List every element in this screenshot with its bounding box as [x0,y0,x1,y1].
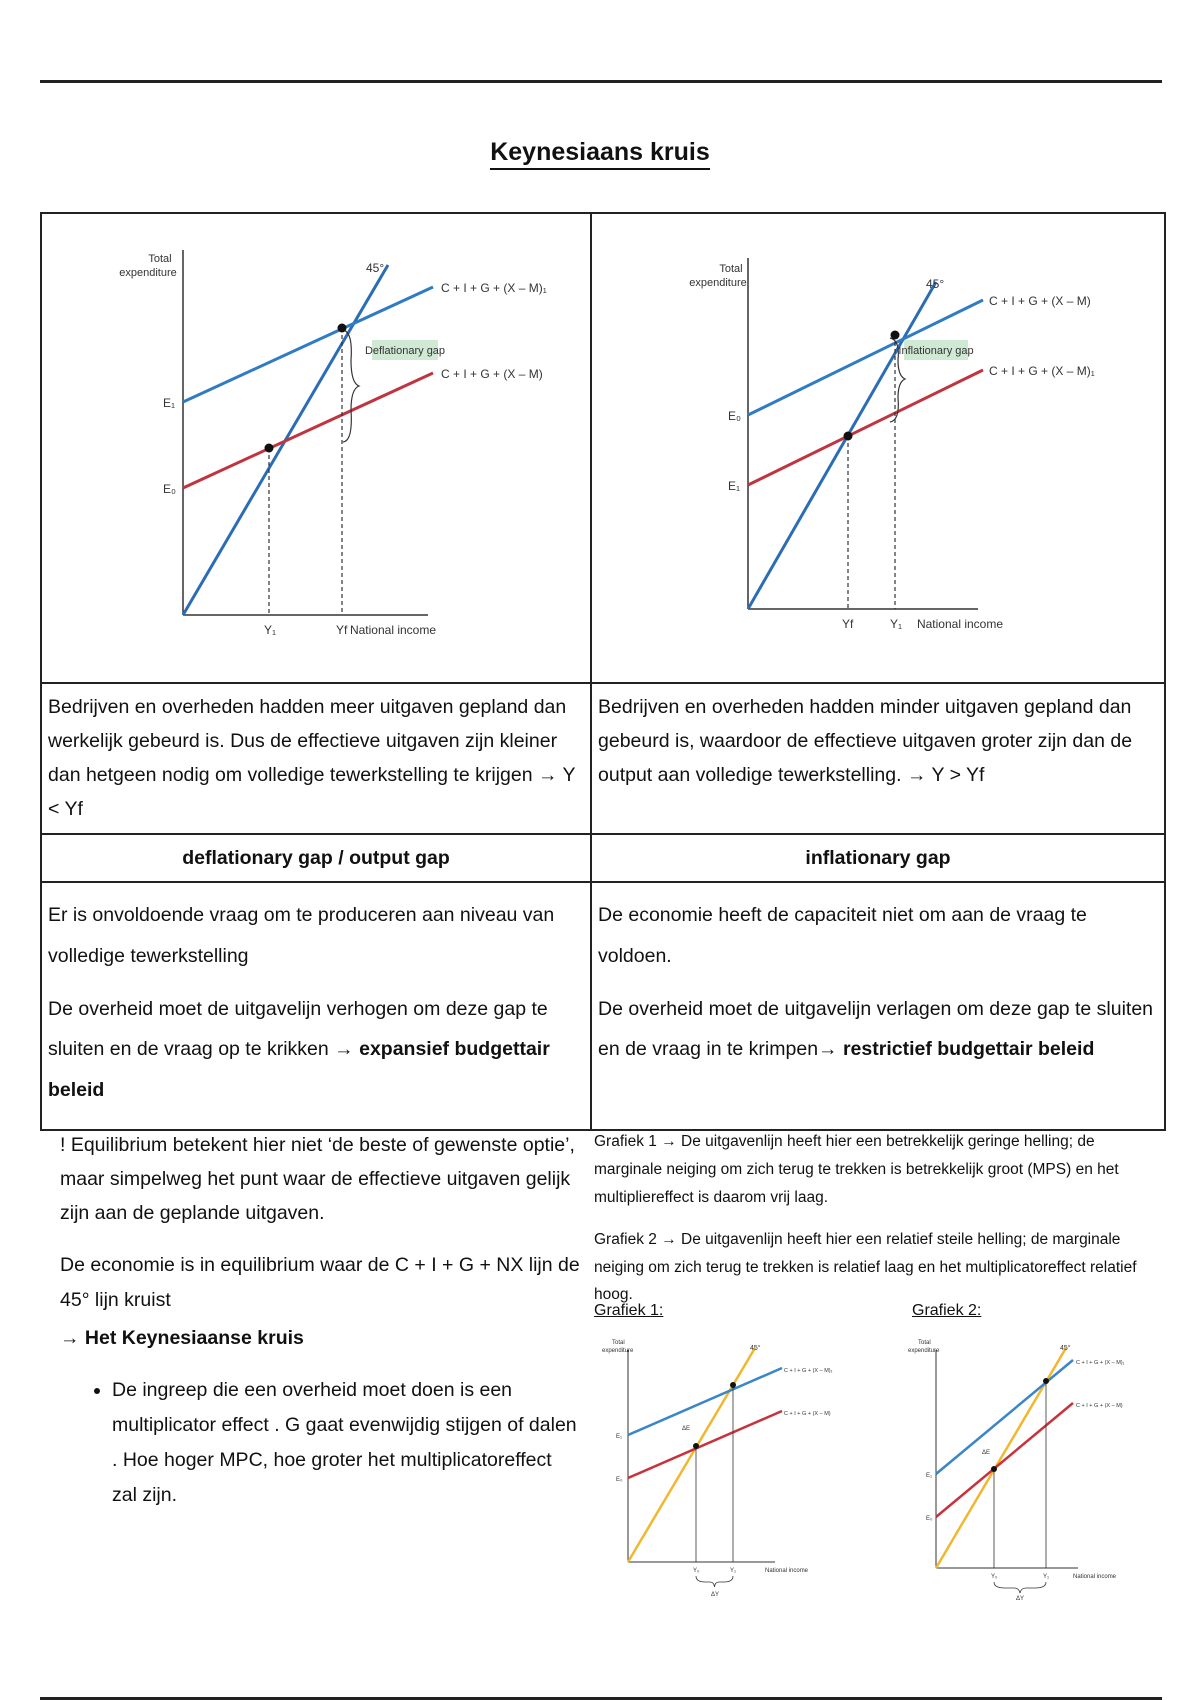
upper-line-label: C + I + G + (X – M) [989,294,1091,308]
equilibrium-point-lower [844,432,853,441]
delta-y: ΔY [1016,1596,1025,1602]
upper-line-label: C + I + G + (X – M)₁ [784,1368,833,1374]
upper-line [628,1368,782,1435]
policy-inflationary: De economie heeft de capaciteit niet om aan de vraag te voldoen. De overheid moet de uitgavelijn verlagen om deze gap te sluiten en de vraag in te krimpen→ restrictief budgettair beleid [591,882,1165,1131]
keynes-cross-link-text: → Het Keynesiaanse kruis [60,1326,304,1349]
e-lower-label: E₀ [163,482,176,496]
x-tick-y1: Y₁ [264,623,277,637]
delta-e: ΔE [682,1426,691,1432]
line-45-label: 45° [750,1345,761,1352]
e-upper: E₁ [926,1473,933,1479]
grafiek1-label: Grafiek 1: [594,1302,664,1319]
equilibrium-point-upper [338,324,347,333]
y-label-1: Total [918,1340,931,1346]
grafiek1-graph [590,1330,833,1600]
line-45-label: 45° [366,261,385,275]
desc-deflationary: Bedrijven en overheden hadden meer uitgaven gepland dan werkelijk gebeurd is. Dus de effectieve uitgaven zijn kleiner dan hetgeen nodig om volledige tewerkstelling te krijgen → Y < Yf [41,683,591,834]
line-45-label: 45° [1060,1345,1071,1352]
lower-expenditure-line [748,370,983,485]
lower-line-label: C + I + G + (X – M) [784,1411,831,1417]
e-lower-label: E₁ [728,479,741,493]
line-45 [628,1348,755,1562]
equilibrium-point-upper [891,331,900,340]
bullet-list [60,1373,580,1513]
delta-e: ΔE [982,1450,991,1456]
x-axis-label: National income [916,617,1004,631]
eq-point-lower [693,1443,699,1449]
delta-y: ΔY [711,1592,720,1598]
delta-y-brace [696,1576,733,1587]
line-45 [748,282,936,609]
x-label: National income [765,1568,809,1574]
y-axis-label-1: Total [719,263,743,275]
page-title: Keynesiaans kruis [0,138,1200,167]
policy-deflationary: Er is onvoldoende vraag om te produceren aan niveau van volledige tewerkstelling De overheid moet de uitgavelijn verhogen om deze gap te sluiten en de vraag op te krikken → expansief budgettair beleid [41,882,591,1131]
x-tick-yf: Yf [336,623,348,637]
gap-label: Deflationary gap [364,345,446,357]
upper-line-label: C + I + G + (X – M)₁ [441,281,547,295]
head-inflationary: inflationary gap [591,834,1165,882]
y-axis-label-1: Total [148,253,172,265]
y-label-2: expenditure [602,1348,634,1354]
desc-inflationary: Bedrijven en overheden hadden minder uitgaven gepland dan gebeurd is, waardoor de effectieve uitgaven groter zijn dan de output aan volledige tewerkstelling. → Y > Yf [591,683,1165,834]
gap-brace [343,330,359,442]
list-item: • De ingreep die een overheid moet doen is een multiplicator effect . G gaat evenwijdig stijgen of dalen . Hoe hoger MPC, hoe groter het multiplicatoreffect zal zijn. [112,1373,580,1513]
y-label-1: Total [612,1340,625,1346]
y-axis-label-2: expenditure [119,267,177,279]
delta-y-brace [994,1582,1046,1593]
lower-line-label: C + I + G + (X – M) [441,367,543,381]
gap-label: Inflationary gap [898,345,974,357]
grafiek-explanations: Grafiek 1 → De uitgavenlijn heeft hier een betrekkelijk geringe helling; de marginale neiging om zich terug te trekken is betrekkelijk groot (MPS) en het multipliereffect is daarom vrij laag. Grafiek 2 → De uitgavenlijn heeft hier een relatief steile helling; de marginale neiging om zich terug te trekken is relatief laag en het multiplicatoreffect relatief hoog. [594,1133,1137,1304]
x-axis-label: National income [349,623,437,637]
tick-y0: Y₀ [693,1568,700,1574]
graph-inflationary-cell [591,213,1165,683]
lower-line [628,1411,782,1478]
lower-line [936,1403,1073,1517]
equilibrium-note: ! Equilibrium betekent hier niet ‘de beste of gewenste optie’, maar simpelweg het punt waar de effectieve uitgaven gelijk zijn aan de geplande uitgaven. De economie is in equilibrium waar de C + I + G + NX lijn de 45° lijn kruist → Het Keynesiaanse kruis • De ingreep die een overheid moet doen is een multiplicator effect . G gaat evenwijdig stijgen of dalen . Hoe hoger MPC, hoe groter het multiplicatoreffect zal zijn. [60,1128,580,1513]
x-label: National income [1073,1574,1117,1580]
lower-expenditure-line [183,373,433,488]
graph-deflationary-cell [41,213,591,683]
x-tick-yf: Yf [842,617,854,631]
tick-y1: Y₁ [1043,1574,1050,1580]
tick-y0: Y₀ [991,1574,998,1580]
head-deflationary: deflationary gap / output gap [41,834,591,882]
eq-point-upper [1043,1378,1049,1384]
y-label-2: expenditure [908,1348,940,1354]
e-upper-label: E₁ [163,396,176,410]
lower-line-label: C + I + G + (X – M) [1076,1403,1123,1409]
e-lower: E₀ [616,1477,623,1483]
line-45-label: 45° [926,277,945,291]
grafiek2-label: Grafiek 2: [912,1302,982,1319]
e-upper: E₁ [616,1434,623,1440]
e-lower: E₀ [926,1516,933,1522]
y-axis-label-2: expenditure [689,277,747,289]
deflationary-gap-graph [48,220,596,676]
eq-point-lower [991,1466,997,1472]
tick-y1: Y₁ [730,1568,737,1574]
equilibrium-point-lower [265,444,274,453]
eq-point-upper [730,1382,736,1388]
inflationary-gap-graph [598,220,1170,676]
upper-line-label: C + I + G + (X – M)₁ [1076,1360,1125,1366]
x-tick-y1: Y₁ [890,617,903,631]
grafiek2-graph [908,1330,1148,1600]
comparison-table [40,212,1166,1131]
e-upper-label: E₀ [728,409,741,423]
lower-line-label: C + I + G + (X – M)₁ [989,364,1095,378]
upper-line [936,1360,1073,1474]
top-rule [40,80,1162,83]
